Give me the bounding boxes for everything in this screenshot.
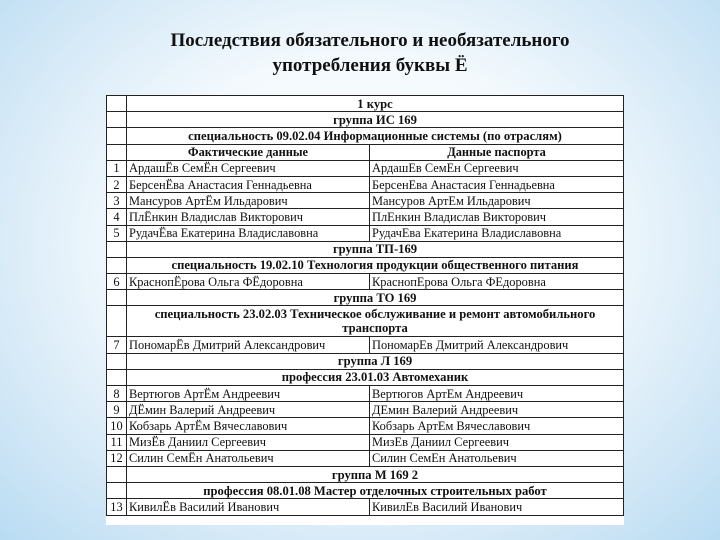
group-heading: группа ТП-169 [127,241,624,257]
slide-title-line-1: Последствия обязательного и необязательного [170,30,570,51]
row-number: 7 [107,337,127,353]
row-number: 12 [107,450,127,466]
passport-name: Кобзарь АртЕм Вячеславович [370,418,624,434]
slide-title [60,28,680,78]
passport-name: БерсенЕва Анастасия Геннадьевна [370,176,624,192]
row-number: 2 [107,176,127,192]
passport-name: АрдашЕв СемЕн Сергеевич [370,160,624,176]
passport-name: ПономарЕв Дмитрий Александрович [370,337,624,353]
passport-name: МизЕв Даниил Сергеевич [370,434,624,450]
passport-name: ДЕмин Валерий Андреевич [370,402,624,418]
student-row [107,434,624,450]
group-heading: группа ИС 169 [127,112,624,128]
row-number: 11 [107,434,127,450]
actual-name: ПономарЁв Дмитрий Александрович [127,337,370,353]
passport-name: КивилЕв Василий Иванович [370,499,624,515]
group-heading: группа ТО 169 [127,290,624,306]
actual-name: ДЁмин Валерий Андреевич [127,402,370,418]
actual-name: КивилЁв Василий Иванович [127,499,370,515]
specialty-heading: профессия 08.01.08 Мастер отделочных строительных работ [127,483,624,499]
actual-name: МизЁв Даниил Сергеевич [127,434,370,450]
num-col-spacer [107,96,127,112]
actual-name: Вертюгов АртЁм Андреевич [127,386,370,402]
passport-name: Мансуров АртЕм Ильдарович [370,193,624,209]
passport-name: ПлЕнкин Владислав Викторович [370,209,624,225]
student-row [107,499,624,515]
student-row [107,337,624,353]
column-header-passport: Данные паспорта [370,144,624,160]
student-row [107,450,624,466]
document-table-image [106,95,624,525]
specialty-heading: специальность 09.02.04 Информационные системы (по отраслям) [127,128,624,144]
student-row [107,209,624,225]
actual-name: ПлЁнкин Владислав Викторович [127,209,370,225]
row-number: 6 [107,274,127,290]
passport-name: Вертюгов АртЕм Андреевич [370,386,624,402]
passport-name: РудачЕва Екатерина Владиславовна [370,225,624,241]
student-row [107,274,624,290]
actual-name: АрдашЁв СемЁн Сергеевич [127,160,370,176]
row-number: 9 [107,402,127,418]
row-number: 8 [107,386,127,402]
student-row [107,402,624,418]
student-row [107,225,624,241]
group-heading: группа Л 169 [127,353,624,369]
student-row [107,193,624,209]
group-heading: группа М 169 2 [127,466,624,482]
actual-name: Мансуров АртЁм Ильдарович [127,193,370,209]
row-number: 1 [107,160,127,176]
student-row [107,386,624,402]
actual-name: КраснопЁрова Ольга ФЁдоровна [127,274,370,290]
row-number: 4 [107,209,127,225]
course-heading: 1 курс [127,96,624,112]
actual-name: Кобзарь АртЁм Вячеславович [127,418,370,434]
student-row [107,176,624,192]
actual-name: БерсенЁва Анастасия Геннадьевна [127,176,370,192]
row-number: 10 [107,418,127,434]
column-header-actual: Фактические данные [127,144,370,160]
passport-name: КраснопЕрова Ольга ФЕдоровна [370,274,624,290]
specialty-heading: специальность 19.02.10 Технология продукции общественного питания [127,257,624,273]
student-row [107,160,624,176]
passport-name: Силин СемЕн Анатольевич [370,450,624,466]
row-number: 3 [107,193,127,209]
student-row [107,418,624,434]
specialty-heading: специальность 23.02.03 Техническое обслуживание и ремонт автомобильного транспорта [127,306,624,337]
actual-name: РудачЁва Екатерина Владиславовна [127,225,370,241]
actual-name: Силин СемЁн Анатольевич [127,450,370,466]
specialty-heading: профессия 23.01.03 Автомеханик [127,369,624,385]
row-number: 13 [107,499,127,515]
row-number: 5 [107,225,127,241]
slide-title-line-2: употребления буквы Ё [272,55,468,76]
students-table [106,95,624,516]
